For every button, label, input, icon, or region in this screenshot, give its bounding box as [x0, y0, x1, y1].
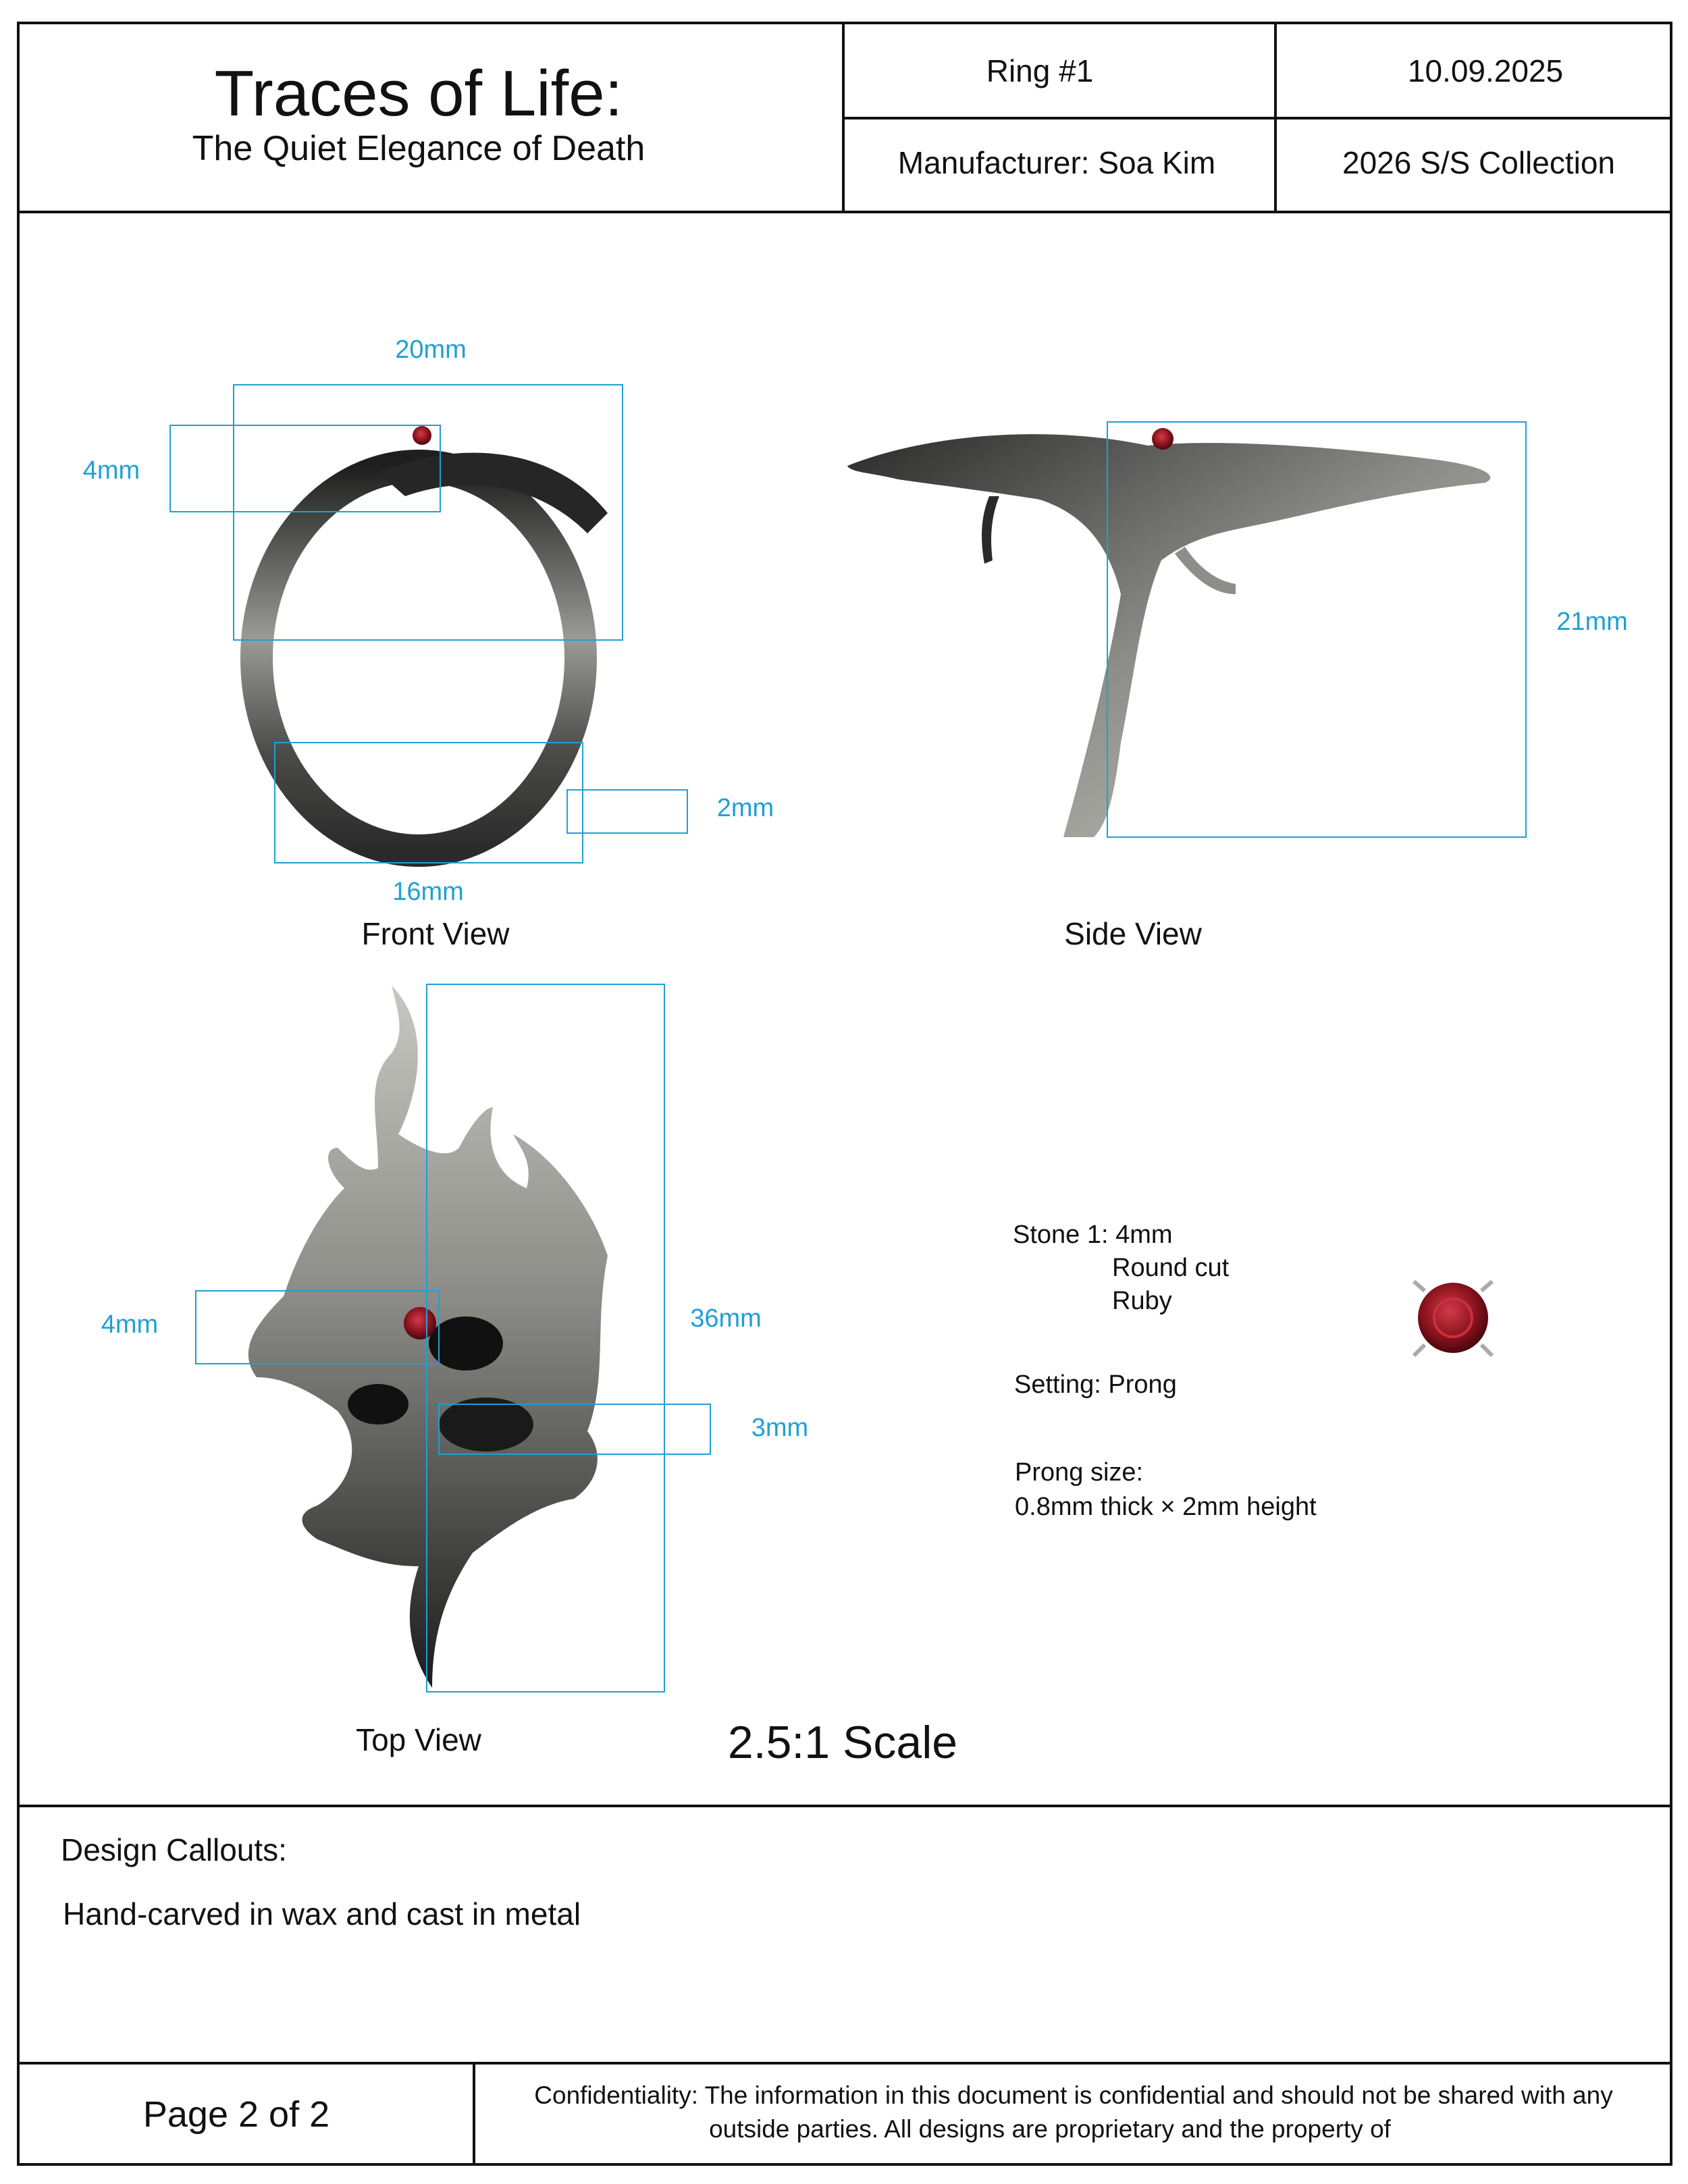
- side-ruby: [1152, 428, 1173, 450]
- document-date: 10.09.2025: [1407, 53, 1564, 88]
- front-width-top-label: 20mm: [395, 336, 467, 364]
- design-callouts-body: Hand-carved in wax and cast in metal: [63, 1896, 581, 1932]
- detail-ruby-stone: [1414, 1281, 1492, 1356]
- page-number: Page 2 of 2: [142, 2094, 330, 2135]
- top-band-label: 3mm: [751, 1414, 809, 1442]
- top-ruby: [404, 1307, 436, 1339]
- side-view-ring: [847, 428, 1490, 837]
- front-stone-label: 4mm: [82, 456, 140, 485]
- confidentiality-line-2: outside parties. All designs are proprietary and the property of: [709, 2115, 1391, 2143]
- front-band-label: 2mm: [716, 794, 774, 822]
- front-width-bottom-label: 16mm: [392, 878, 464, 906]
- top-length-label: 36mm: [690, 1304, 762, 1333]
- top-view-label: Top View: [356, 1722, 481, 1757]
- side-view-label: Side View: [1064, 916, 1202, 951]
- stone-type: Ruby: [1112, 1287, 1172, 1315]
- ring-number: Ring #1: [986, 53, 1094, 88]
- top-stone-label: 4mm: [101, 1310, 159, 1339]
- prong-size-label: Prong size:: [1015, 1458, 1144, 1487]
- stone-spec: Stone 1: 4mm: [1013, 1221, 1173, 1249]
- front-ruby: [413, 426, 431, 445]
- document-title: Traces of Life:: [214, 57, 623, 130]
- front-view-label: Front View: [361, 916, 510, 951]
- side-height-label: 21mm: [1556, 608, 1628, 636]
- confidentiality-line-1: Confidentiality: The information in this document is confidential and should not be shared with any: [534, 2081, 1613, 2109]
- prong-size-value: 0.8mm thick × 2mm height: [1015, 1493, 1317, 1521]
- front-view-ring: [257, 426, 608, 851]
- setting-spec: Setting: Prong: [1014, 1370, 1177, 1399]
- document-subtitle: The Quiet Elegance of Death: [192, 129, 645, 168]
- stone-cut: Round cut: [1112, 1254, 1230, 1282]
- manufacturer: Manufacturer: Soa Kim: [897, 145, 1216, 180]
- top-view-ring: [248, 986, 608, 1688]
- design-callouts-heading: Design Callouts:: [61, 1832, 287, 1867]
- scale-label: 2.5:1 Scale: [727, 1717, 958, 1768]
- collection: 2026 S/S Collection: [1342, 145, 1616, 180]
